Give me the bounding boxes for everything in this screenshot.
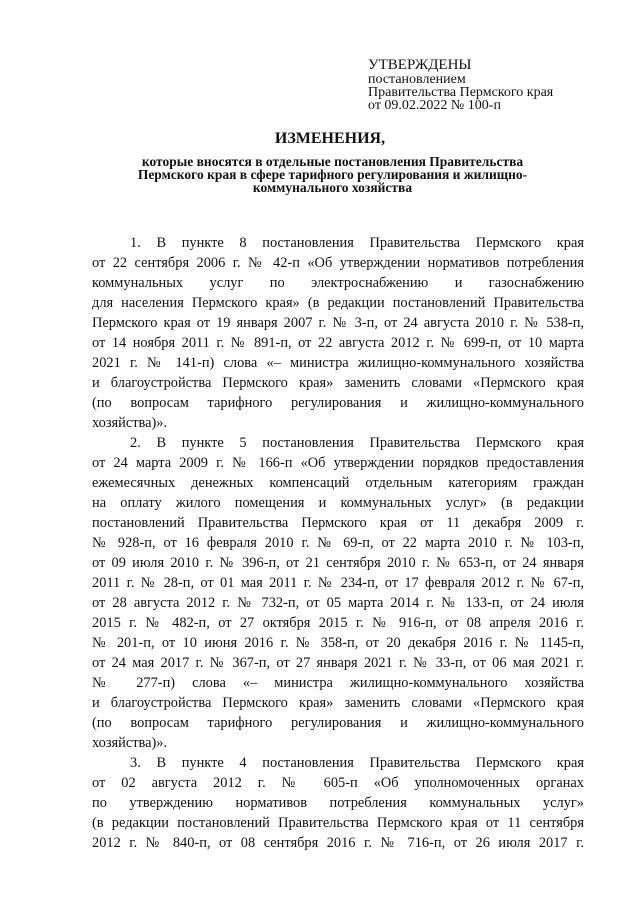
paragraph-line: № 928-п, от 16 февраля 2010 г. № 69-п, от 22 марта 2010 г. № 103-п, (92, 535, 584, 551)
approval-heading: УТВЕРЖДЕНЫ (368, 57, 472, 73)
paragraph-line: (в редакции постановлений Правительства Пермского края от 11 сентября (92, 815, 584, 831)
paragraph-line: коммунальных услуг по электроснабжению и газоснабжению (92, 275, 584, 291)
paragraph-line: постановлений Правительства Пермского края от 11 декабря 2009 г. (92, 515, 584, 531)
paragraph-line: (по вопросам тарифного регулирования и жилищно-коммунального (92, 395, 584, 411)
paragraph-line: 2021 г. № 141-п) слова «– министра жилищно-коммунального хозяйства (92, 355, 584, 371)
paragraph-line: 2012 г. № 840-п, от 08 сентября 2016 г. № 716-п, от 26 июля 2017 г. (92, 835, 584, 851)
subtitle-line: коммунального хозяйства (252, 180, 413, 195)
paragraph-line: Пермского края от 19 января 2007 г. № 3-п, от 24 августа 2010 г. № 538-п, (92, 315, 584, 331)
document-title: ИЗМЕНЕНИЯ, (274, 130, 386, 147)
document-subtitle (90, 155, 575, 194)
approval-stamp (368, 58, 598, 112)
paragraph-line: от 28 августа 2012 г. № 732-п, от 05 марта 2014 г. № 133-п, от 24 июля (92, 595, 584, 611)
approval-line-1: постановлением (368, 72, 466, 87)
subtitle-line: которые вносятся в отдельные постановления Правительства (141, 154, 524, 169)
paragraph-line: и благоустройства Пермского края» заменить словами «Пермского края (92, 695, 584, 711)
paragraph-line: по утверждению нормативов потребления коммунальных услуг» (92, 795, 584, 811)
paragraph-line: от 24 мая 2017 г. № 367-п, от 27 января 2021 г. № 33-п, от 06 мая 2021 г. (92, 655, 584, 671)
paragraph-line: № 277-п) слова «– министра жилищно-коммунального хозяйства (92, 675, 584, 691)
approval-line-3: от 09.02.2022 № 100-п (368, 98, 501, 113)
paragraph-line: от 14 ноября 2011 г. № 891-п, от 22 августа 2012 г. № 699-п, от 10 марта (92, 335, 584, 351)
paragraph-line: для населения Пермского края» (в редакции постановлений Правительства (92, 295, 584, 311)
paragraph-line: и благоустройства Пермского края» заменить словами «Пермского края (92, 375, 584, 391)
approval-line-2: Правительства Пермского края (368, 85, 554, 100)
paragraph-line: хозяйства)». (92, 735, 168, 751)
paragraph-line: 1. В пункте 8 постановления Правительства Пермского края (130, 235, 584, 251)
paragraph-line: от 22 сентября 2006 г. № 42-п «Об утверждении нормативов потребления (92, 255, 584, 271)
paragraph-line: (по вопросам тарифного регулирования и жилищно-коммунального (92, 715, 584, 731)
paragraph-line: от 24 марта 2009 г. № 166-п «Об утверждении порядков предоставления (92, 455, 584, 471)
paragraph-line: 3. В пункте 4 постановления Правительства Пермского края (130, 755, 584, 771)
paragraph-line: ежемесячных денежных компенсаций отдельным категориям граждан (92, 475, 584, 491)
document-body (92, 233, 584, 853)
paragraph-line: 2015 г. № 482-п, от 27 октября 2015 г. № 916-п, от 08 апреля 2016 г. (92, 615, 584, 631)
paragraph-line: хозяйства)». (92, 415, 168, 431)
paragraph-line: от 02 августа 2012 г. № 605-п «Об уполномоченных органах (92, 775, 584, 791)
paragraph-line: 2011 г. № 28-п, от 01 мая 2011 г. № 234-п, от 17 февраля 2012 г. № 67-п, (92, 575, 584, 591)
paragraph-line: на оплату жилого помещения и коммунальных услуг» (в редакции (92, 495, 584, 511)
subtitle-line: Пермского края в сфере тарифного регулирования и жилищно- (137, 167, 528, 182)
paragraph-line: 2. В пункте 5 постановления Правительства Пермского края (130, 435, 584, 451)
paragraph-line: № 201-п, от 10 июня 2016 г. № 358-п, от 20 декабря 2016 г. № 1145-п, (92, 635, 584, 651)
paragraph-line: от 09 июля 2010 г. № 396-п, от 21 сентября 2010 г. № 653-п, от 24 января (92, 555, 584, 571)
